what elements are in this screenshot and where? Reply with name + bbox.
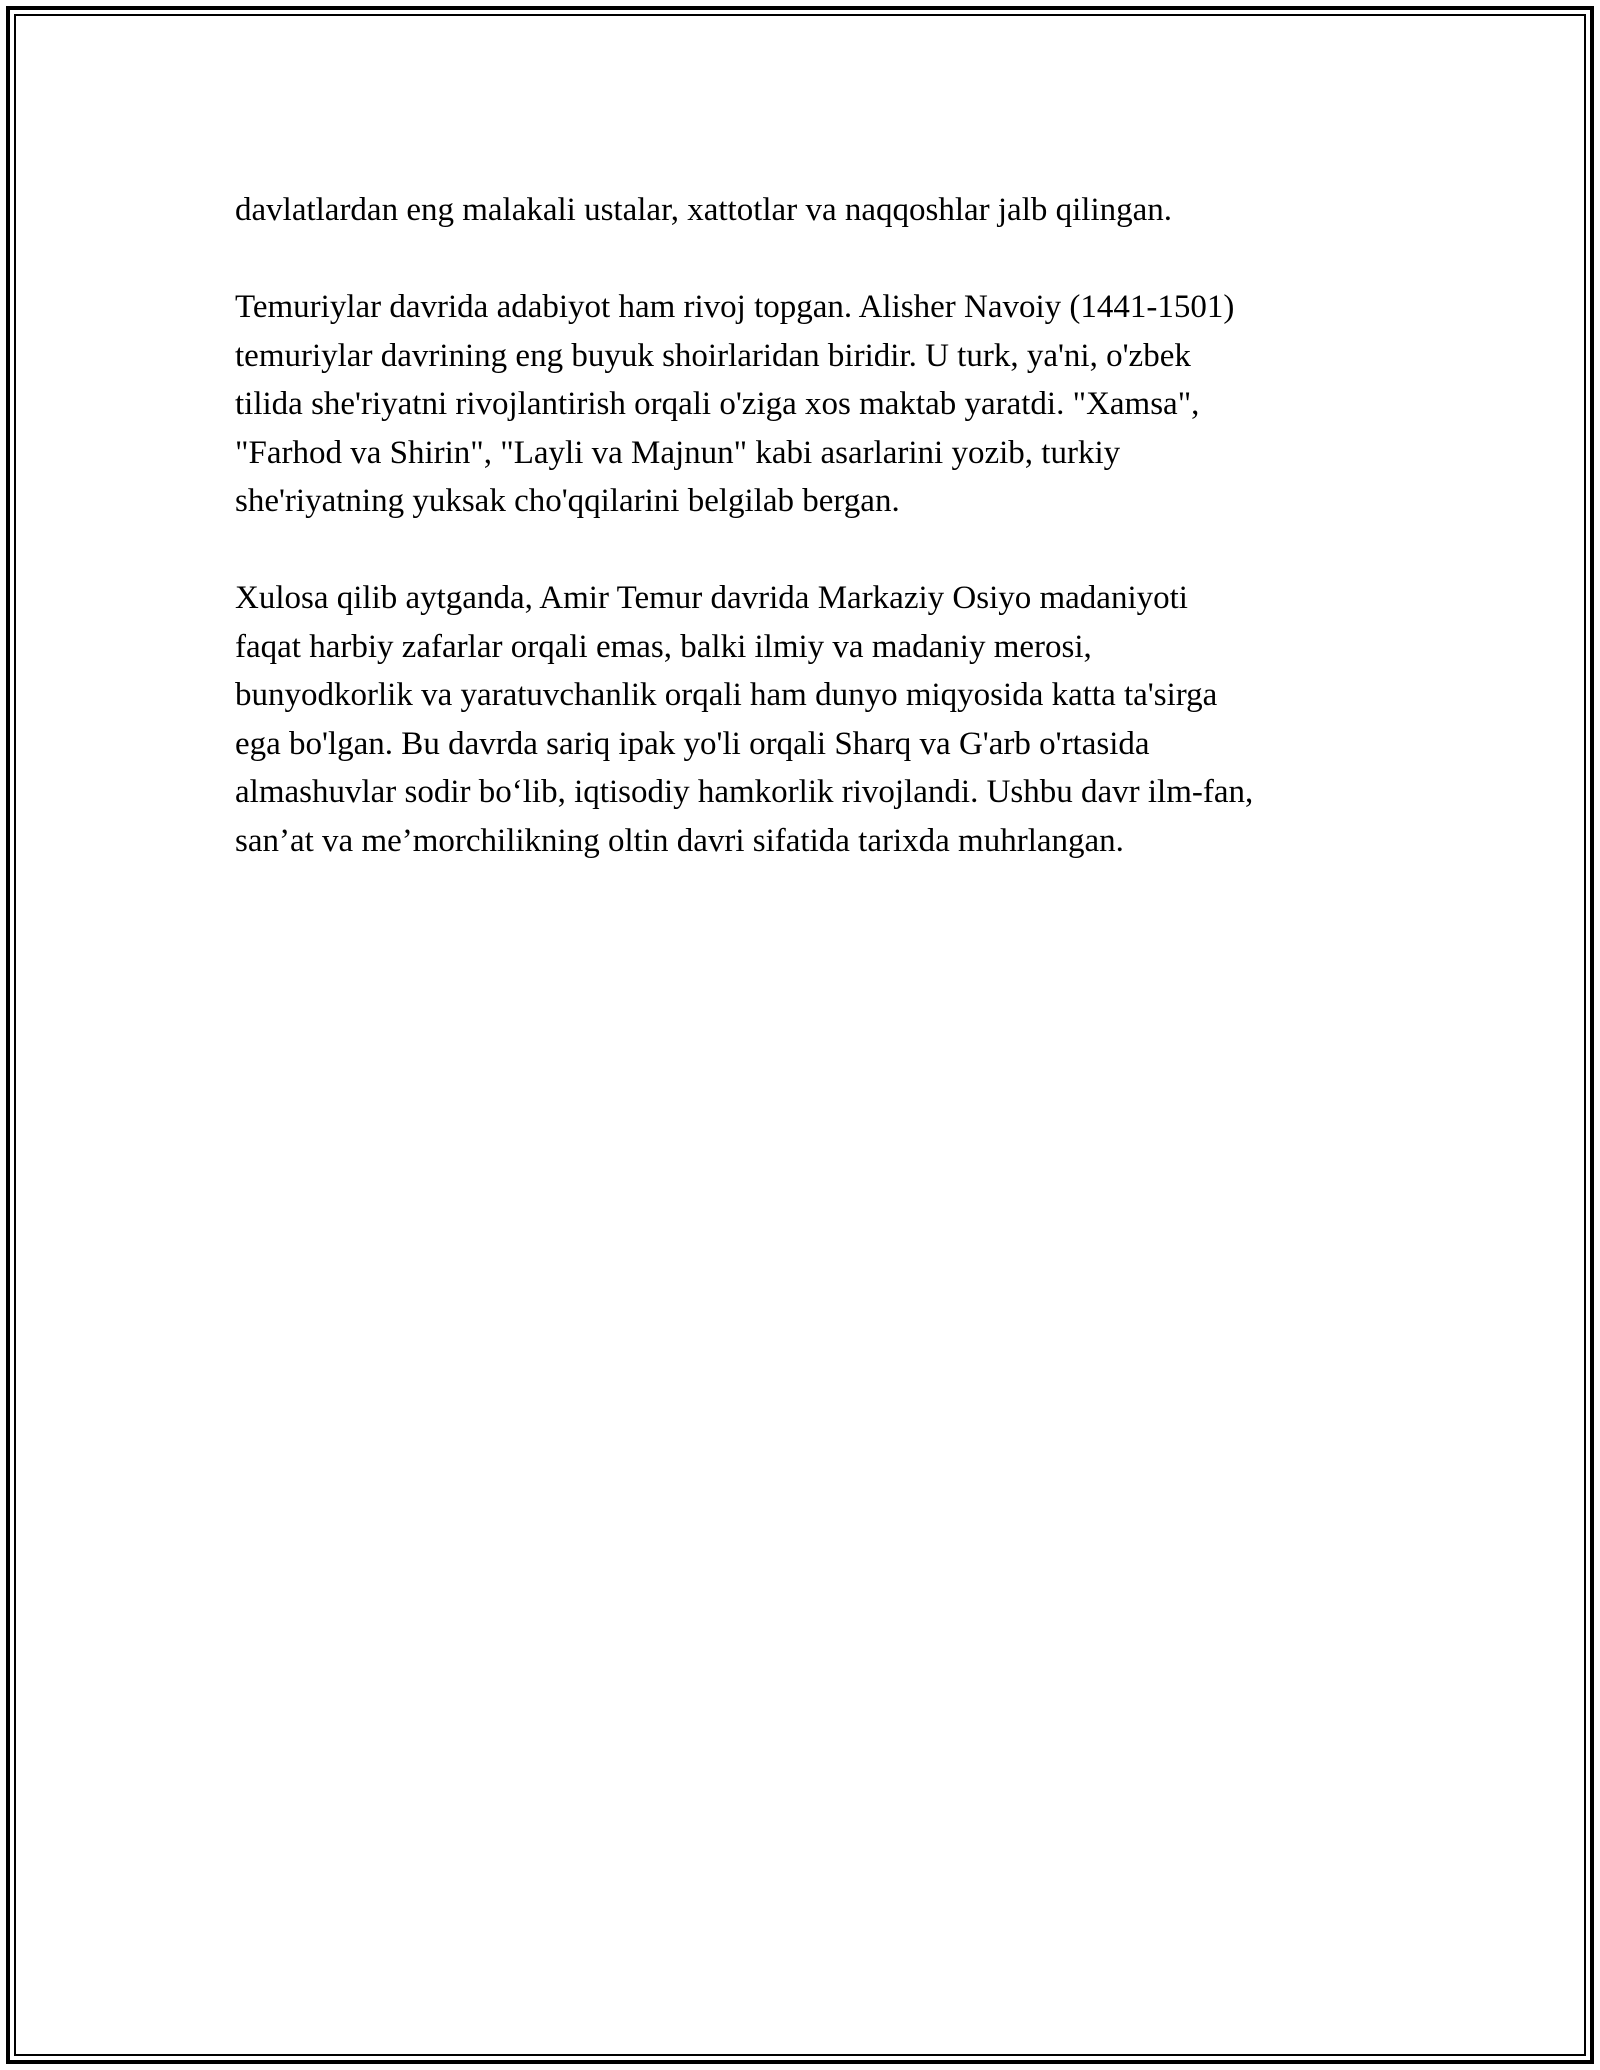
text-line: she'riyatning yuksak cho'qqilarini belgilab bergan. (235, 483, 900, 519)
paragraph-2 (235, 283, 1395, 526)
text-line: temuriylar davrining eng buyuk shoirlaridan biridir. U turk, ya'ni, o'zbek (235, 337, 1191, 374)
text-line: bunyodkorlik va yaratuvchanlik orqali ham dunyo miqyosida katta ta'sirga (235, 677, 1218, 713)
paragraph-3 (235, 574, 1395, 865)
text-line: Xulosa qilib aytganda, Amir Temur davrida Markaziy Osiyo madaniyoti (235, 580, 1188, 616)
text-line: tilida she'riyatni rivojlantirish orqali o'ziga xos maktab yaratdi. "Xamsa", (235, 386, 1200, 422)
text-line: "Farhod va Shirin", "Layli va Majnun" kabi asarlarini yozib, turkiy (235, 434, 1121, 471)
text-line: Temuriylar davrida adabiyot ham rivoj topgan. Alisher Navoiy (1441-1501) (235, 289, 1235, 325)
document-body (235, 186, 1395, 914)
paragraph-1 (235, 186, 1395, 235)
text-line: davlatlardan eng malakali ustalar, xattotlar va naqqoshlar jalb qilingan. (235, 192, 1173, 228)
text-line: ega bo'lgan. Bu davrda sariq ipak yo'li orqali Sharq va G'arb o'rtasida (235, 725, 1150, 762)
text-line: san’at va me’morchilikning oltin davri sifatida tarixda muhrlangan. (235, 822, 1124, 859)
text-line: faqat harbiy zafarlar orqali emas, balki ilmiy va madaniy merosi, (235, 628, 1092, 665)
text-line: almashuvlar sodir bo‘lib, iqtisodiy hamkorlik rivojlandi. Ushbu davr ilm-fan, (235, 774, 1254, 810)
